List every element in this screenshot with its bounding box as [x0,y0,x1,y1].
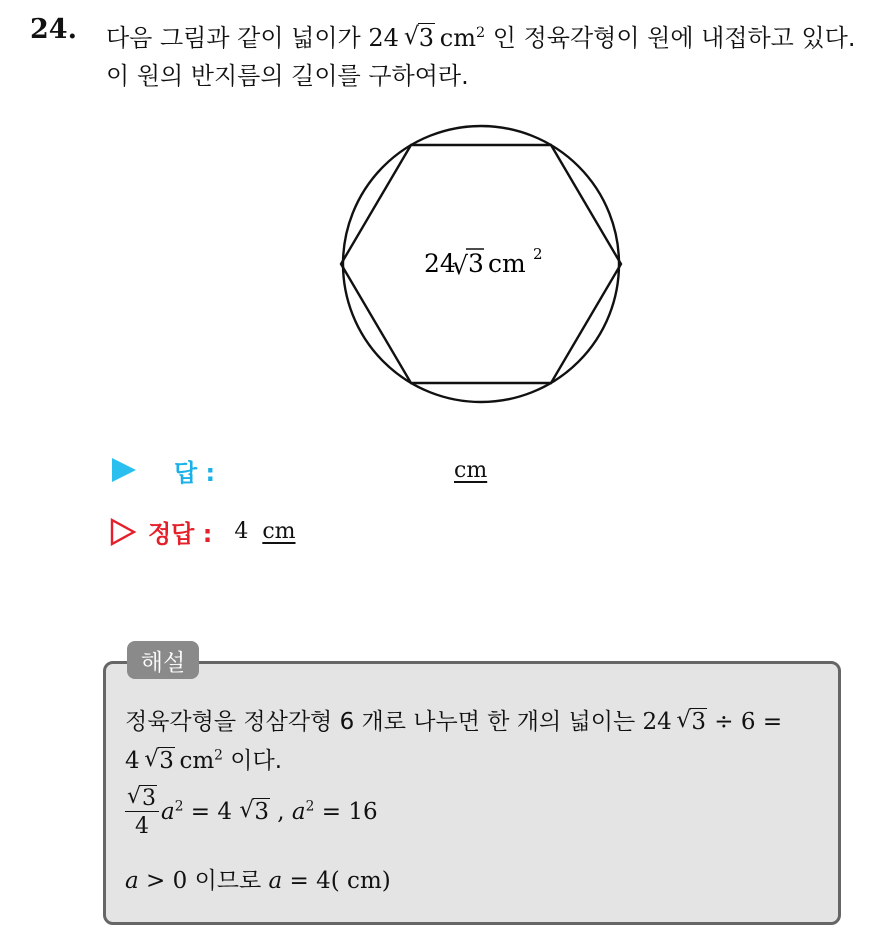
exp-line3-eq2: = 16 [314,798,378,825]
explanation-line-3 [125,786,378,839]
figure-sqrt-sign: √ [452,251,468,280]
exp-line2-sqrt [144,748,175,774]
exp-line2-coef: 4 [125,748,140,774]
exp-line1-coef: 24 [642,709,672,735]
exp-line1-radicand: 3 [691,709,706,735]
figure-area-radicand: 3 [468,249,484,278]
question-number: 24. [30,14,77,45]
exp-line4-result: = 4( cm) [282,868,391,894]
area-coef: 24 [368,24,399,52]
area-sqrt [404,19,435,57]
hexagon-in-circle-figure [330,118,630,418]
exp-line3-sqrt [239,799,270,825]
exp-line3-radicand: 3 [254,798,269,825]
exp-line4-cond: > 0 [138,868,195,894]
outline-triangle-icon [110,518,136,546]
figure-area-coef: 24 [424,249,456,278]
exp-line3-sep: , [269,798,292,825]
figure-area-exponent: 2 [533,245,543,263]
exp-line3-frac-denominator: 4 [135,814,149,839]
question-text-before: 다음 그림과 같이 넓이가 [106,24,369,52]
explanation-line-4 [125,862,391,895]
correct-answer-row [110,514,296,549]
play-triangle-icon [112,458,136,482]
area-unit: cm [439,24,476,52]
question-text [106,14,876,95]
exp-line1-sqrt [676,709,707,735]
area-radicand: 3 [418,24,434,52]
explanation-line-2 [125,742,282,775]
exp-line3-var: a [161,798,175,825]
correct-answer-value: 4 [234,519,249,544]
exp-line3-exponent: 2 [174,797,184,814]
question-text-after: 인 정육각형이 원에 내접하고 있다. 이 원의 반지름의 길이를 구하여라. [106,24,856,90]
exp-line4-var: a [125,868,139,894]
exp-line3-eq1: = 4 [183,798,240,825]
question-area [368,24,485,52]
answer-row [112,452,215,488]
explanation-tab: 해설 [127,641,199,679]
area-exponent: 2 [475,25,486,41]
explanation-line-1 [125,703,782,736]
exp-line3-frac-radicand: 3 [142,786,156,811]
answer-label: 답 : [174,458,216,487]
exp-line1-text: 정육각형을 정삼각형 6 개로 나누면 한 개의 넓이는 [125,709,643,735]
exp-line1-tail: ÷ 6 = [707,709,783,735]
exp-line2-radicand: 3 [159,748,174,774]
answer-unit: cm [454,458,488,483]
exp-line3-frac-sqrt [127,786,157,811]
exp-line2-text: 이다. [222,748,283,774]
correct-answer-label: 정답 : [148,520,213,548]
exp-line3-fraction [125,786,159,839]
correct-answer-unit: cm [262,519,296,544]
exp-line3-exponent2: 2 [305,797,315,814]
exp-line2-exponent: 2 [214,747,223,764]
exp-line3-var2: a [291,798,306,825]
exp-line4-text: 이므로 [194,868,269,894]
exp-line4-var2: a [268,868,283,894]
exp-line2-unit: cm [179,748,215,774]
figure-area-unit: cm [488,249,526,278]
